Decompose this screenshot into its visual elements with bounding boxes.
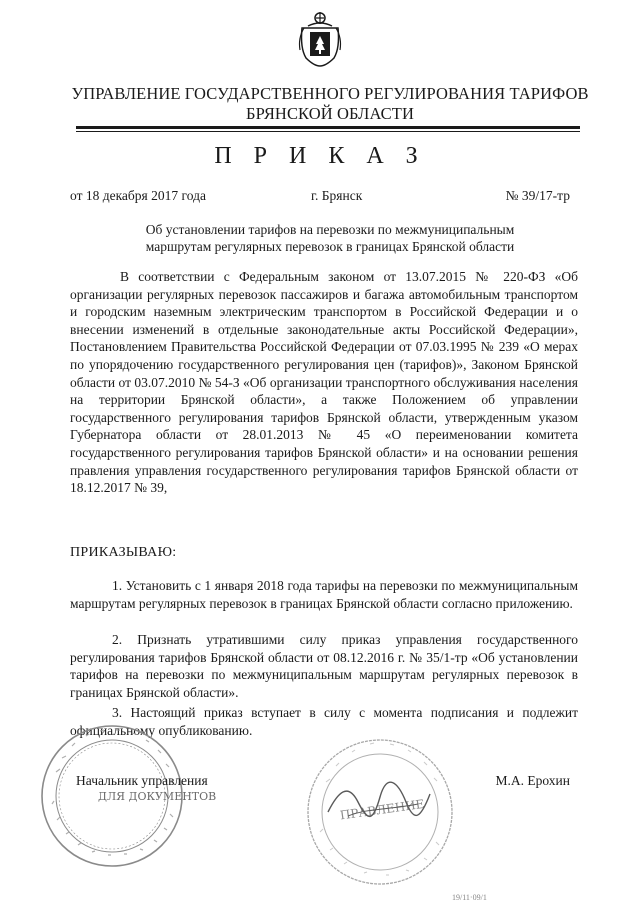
order-item-2: 2. Признать утратившими силу приказ управления государственного регулирования тарифов Брянской области от 08.12.2016 г. № 35/1-тр «Об установлении тарифов на перевозки по межмуниципальным маршрутам регулярных перевозок в границах Брянской области».: [70, 632, 578, 700]
header-rule-thick: [76, 126, 580, 129]
signatory-name: М.А. Ерохин: [495, 773, 570, 788]
order-item-3: 3. Настоящий приказ вступает в силу с момента подписания и подлежит официальному опубликованию.: [70, 705, 578, 738]
left-stamp-text-1: ДЛЯ ДОКУМЕНТОВ: [98, 790, 217, 803]
document-number: № 39/17-тр: [505, 188, 570, 203]
coat-of-arms-icon: [296, 8, 344, 68]
preamble-paragraph: В соответствии с Федеральным законом от 13.07.2015 № 220-ФЗ «Об организации регулярных перевозок пассажиров и багажа автомобильным транспортом и городским наземным электрическим транспортом в Российской Федерации и о внесении изменений в отдельные законодательные акты Российской Федерации», Постановлением Правительства Российской Федерации от 07.03.1995 № 239 «О мерах по упорядочению государственного регулирования цен (тарифов)», Законом Брянской области от 03.07.2010 № 54-З «Об организации транспортного обслуживания населения на территории Брянской области», а также Положением об управлении государственного регулирования тарифов Брянской области, утвержденным указом Губернатора области от 28.01.2013 № 45 «О переименовании комитета государственного регулирования тарифов Брянской области» и на основании решения правления управления государственного регулирования тарифов Брянской области от 18.12.2017 № 39,: [70, 269, 578, 496]
organization-name: [60, 84, 600, 124]
subject-line2: маршрутам регулярных перевозок в границах Брянской области: [145, 239, 515, 254]
document-city: г. Брянск: [311, 188, 363, 203]
document-subject: [80, 221, 580, 255]
scan-mark: 19/11·09/1: [452, 893, 487, 902]
document-title: П Р И К А З: [214, 143, 426, 169]
right-stamp-text: ПРАВЛЕНИЕ: [339, 796, 426, 823]
organization-name-line1: УПРАВЛЕНИЕ ГОСУДАРСТВЕННОГО РЕГУЛИРОВАНИЯ ТАРИФОВ: [71, 84, 589, 103]
signatory-position: Начальник управления: [76, 773, 208, 788]
official-round-seal-icon: [38, 722, 217, 870]
order-item-1: 1. Установить с 1 января 2018 года тарифы на перевозки по межмуниципальным маршрутам регулярных перевозок в границах Брянской области согласно приложению.: [70, 578, 578, 611]
subject-line1: Об установлении тарифов на перевозки по межмуниципальным: [145, 222, 515, 237]
handwritten-signature: [318, 772, 438, 832]
order-heading: ПРИКАЗЫВАЮ:: [70, 545, 177, 560]
document-date: от 18 декабря 2017 года: [70, 188, 206, 203]
header-rule-thin: [76, 131, 580, 132]
organization-name-line2: БРЯНСКОЙ ОБЛАСТИ: [246, 104, 414, 123]
